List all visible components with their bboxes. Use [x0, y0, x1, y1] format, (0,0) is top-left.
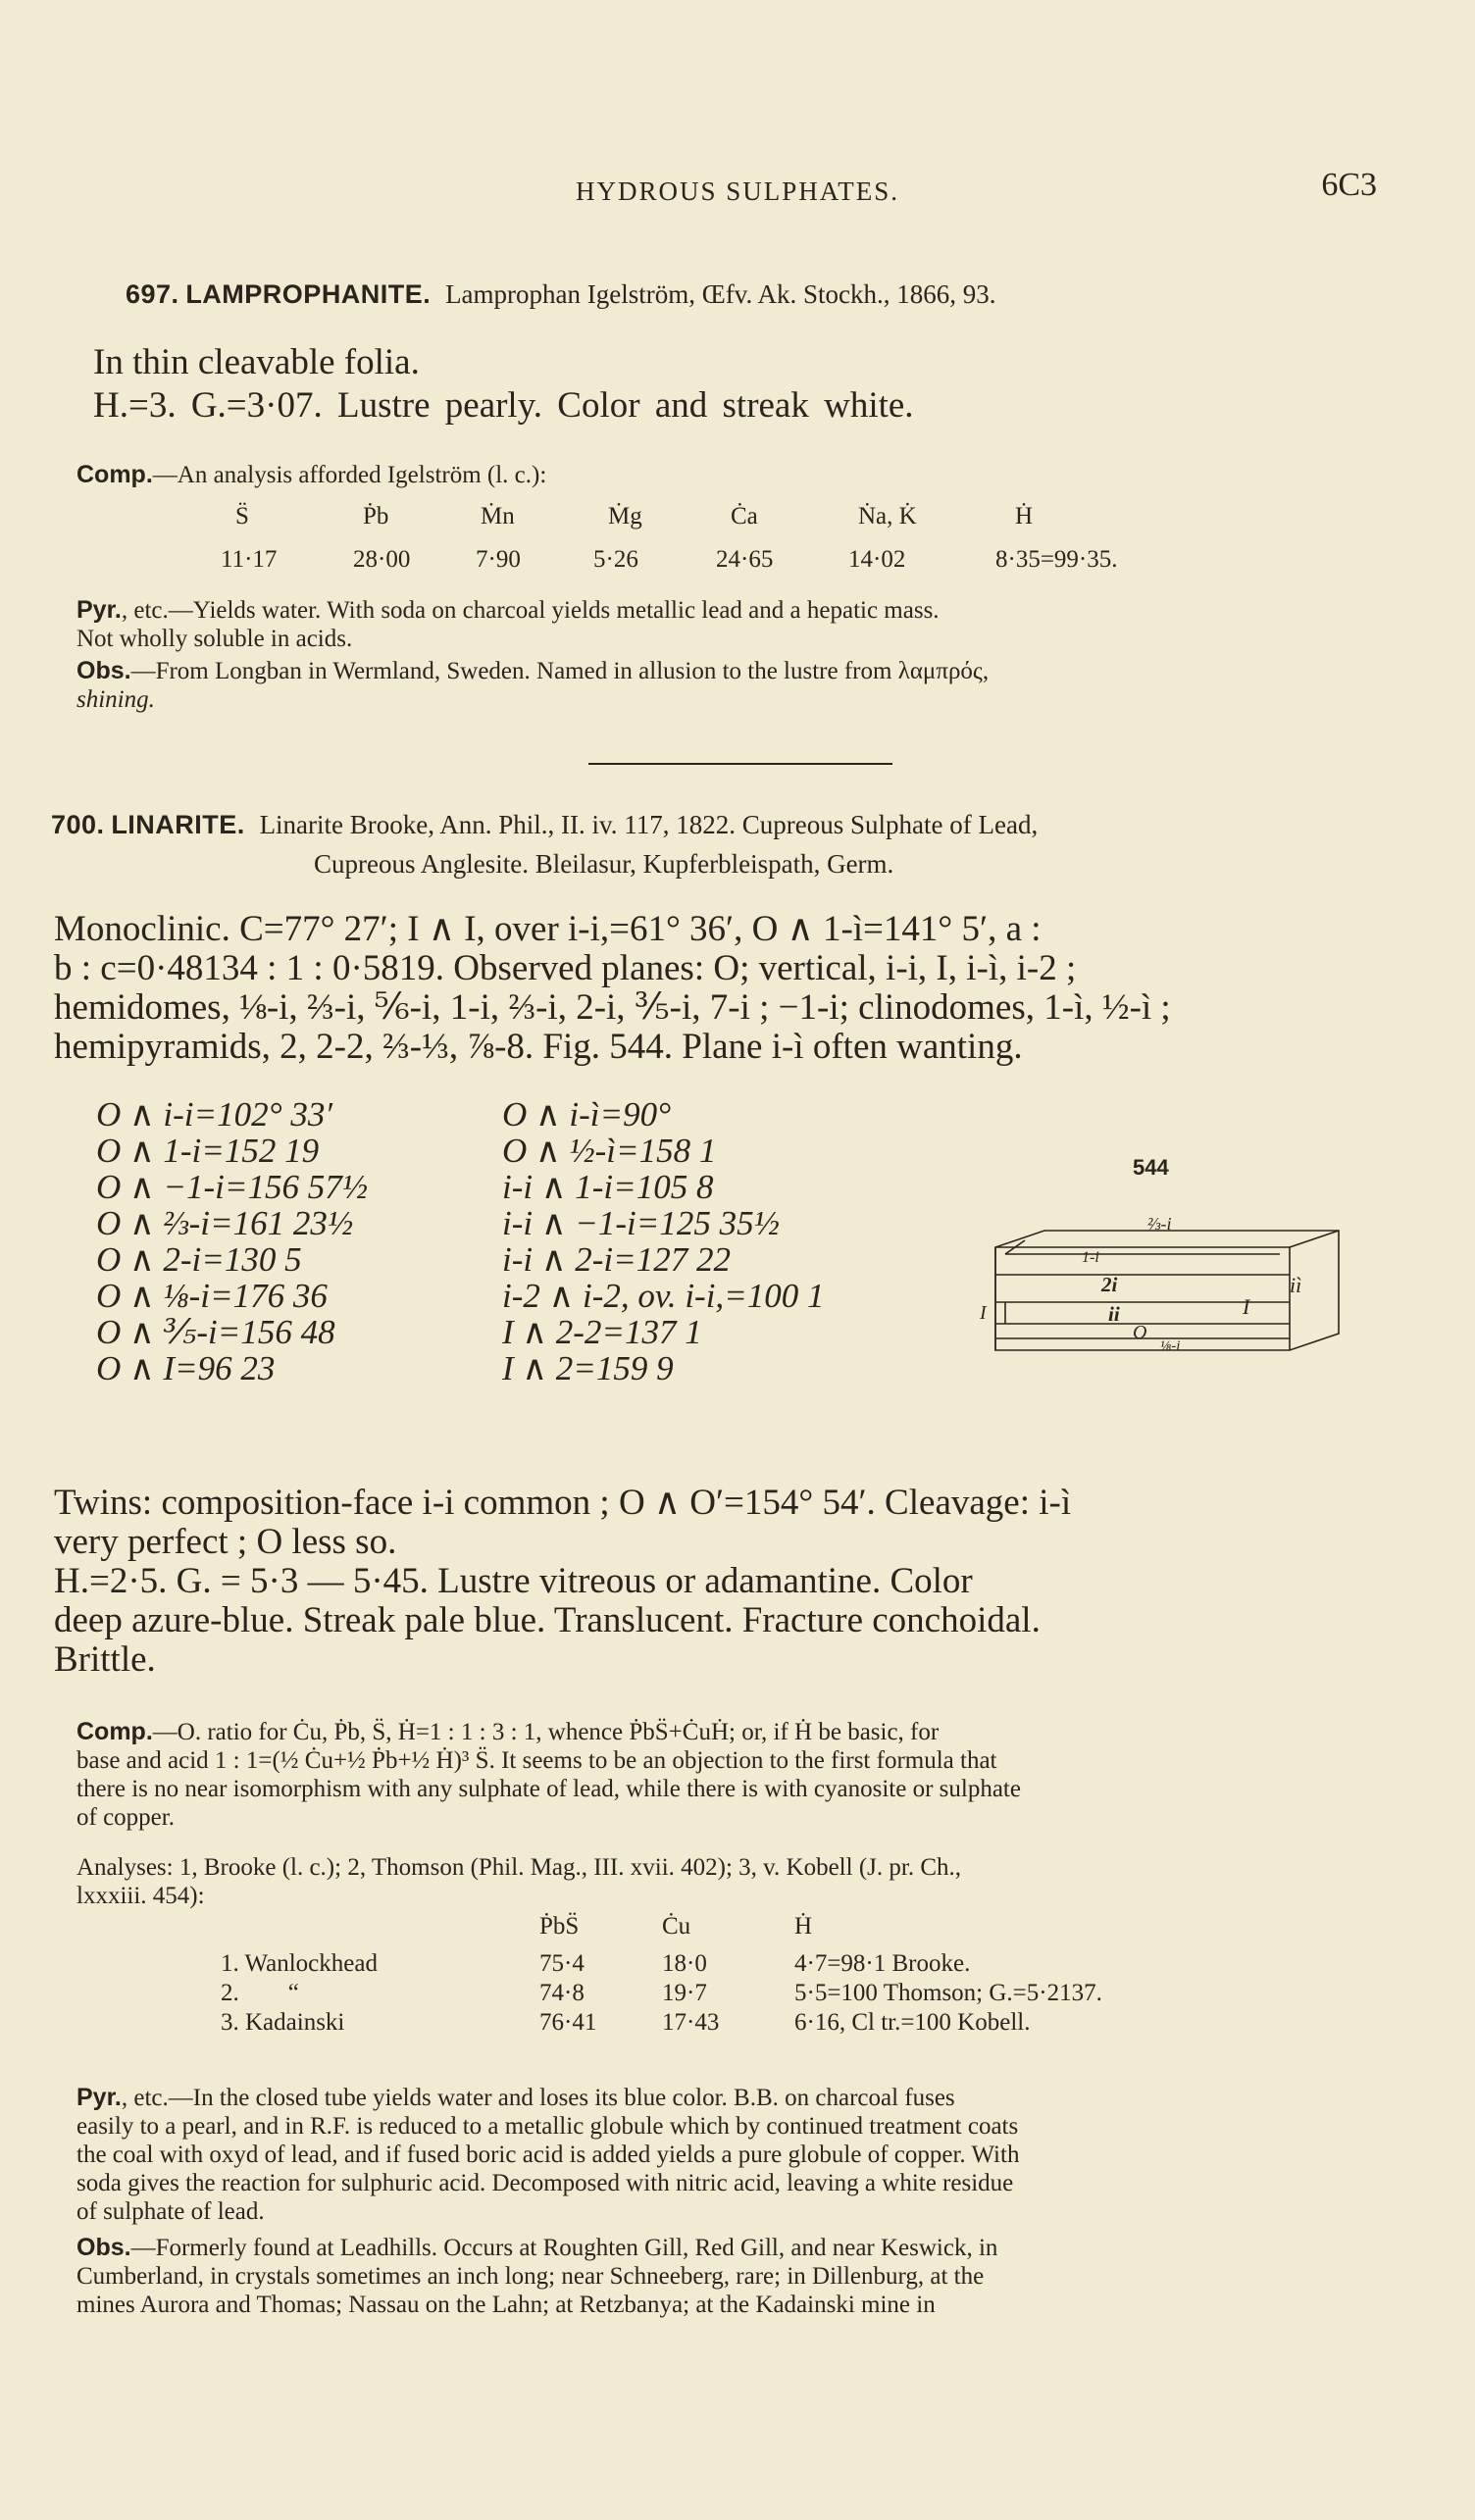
figure-label: ⅛-i [1160, 1338, 1181, 1354]
pyr-text: , etc.—In the closed tube yields water and loses its blue color. B.B. on charcoal fuses [121, 2085, 955, 2111]
section-divider [588, 763, 892, 765]
angle-value: O ∧ i-i=102° 33′ [96, 1095, 333, 1134]
figure-label: I [980, 1302, 987, 1324]
angle-value: i-i ∧ 1-i=105 8 [502, 1168, 714, 1206]
description-line: In thin cleavable folia. [93, 342, 420, 382]
table-row [221, 1949, 1102, 1979]
entry-heading-lamprophanite [126, 279, 996, 310]
table-cell: 3. Kadainski [221, 2009, 345, 2036]
properties-line: very perfect ; O less so. [54, 1522, 397, 1562]
analysis-value: 11·17 [221, 546, 278, 573]
table-row [221, 1979, 1102, 2008]
comp-text: base and acid 1 : 1=(½ Ċu+½ Ṗb+½ Ḣ)³ S̈. It seems to be an objection to the first formula that [76, 1747, 997, 1774]
analyses-intro [76, 1853, 961, 1910]
obs-text: Cumberland, in crystals sometimes an inch long; near Schneeberg, rare; in Dillenburg, at the [76, 2263, 985, 2290]
mineral-name: LAMPROPHANITE. [185, 279, 432, 309]
properties-line: Brittle. [54, 1639, 156, 1680]
figure-label: I [1243, 1294, 1250, 1319]
pyr-label: Pyr. [76, 596, 122, 624]
crystallography-line: hemidomes, ⅛-i, ⅔-i, ⅚-i, 1-i, ⅔-i, 2-i, ⅗-i, 7-i ; −1-i; clinodomes, 1-ì, ½-ì ; [54, 987, 1171, 1028]
obs-text: mines Aurora and Thomas; Nassau on the Lahn; at Retzbanya; at the Kadainski mine in [76, 2292, 936, 2318]
angle-value: O ∧ ⅗-i=156 48 [96, 1313, 335, 1351]
obs-text: —Formerly found at Leadhills. Occurs at Roughten Gill, Red Gill, and near Keswick, in [130, 2235, 998, 2261]
analysis-header: Ċa [731, 503, 758, 529]
entry-number: 700. [51, 810, 105, 839]
analysis-value: 28·00 [353, 546, 411, 573]
comp-text: there is no near isomorphism with any sulphate of lead, while there is with cyanosite or sulphate [76, 1776, 1021, 1802]
analysis-value: 14·02 [848, 546, 906, 573]
analysis-header: Ṗb [363, 503, 389, 529]
angle-value: O ∧ 1-i=152 19 [96, 1132, 320, 1170]
table-cell: 18·0 [662, 1950, 707, 1977]
figure-label: 1-i [1082, 1249, 1099, 1266]
pyr-text: of sulphate of lead. [76, 2198, 265, 2225]
table-cell: 4·7=98·1 Brooke. [794, 1950, 971, 1977]
crystal-drawing [986, 1137, 1378, 1392]
crystallography-line: b : c=0·48134 : 1 : 0·5819. Observed planes: O; vertical, i-i, I, i-ì, i-2 ; [54, 948, 1077, 988]
angle-value: I ∧ 2-2=137 1 [502, 1313, 702, 1351]
analysis-values [221, 545, 1118, 574]
crystallography-paragraph [54, 910, 1171, 1067]
angle-value: O ∧ ⅛-i=176 36 [96, 1277, 328, 1315]
analyses-text: Analyses: 1, Brooke (l. c.); 2, Thomson (Phil. Mag., III. xvii. 402); 3, v. Kobell (J. pr. Ch., [76, 1854, 962, 1881]
analysis-header: Ṁg [608, 503, 642, 529]
obs-paragraph [76, 657, 989, 714]
analyses-text: lxxxiii. 454): [76, 1883, 205, 1909]
pyr-paragraph [76, 2084, 1019, 2226]
angle-value: O ∧ I=96 23 [96, 1349, 276, 1387]
table-cell: 74·8 [539, 1980, 585, 2006]
comp-label: Comp. [76, 1718, 153, 1745]
analysis-header: Ṁn [481, 503, 515, 529]
pyr-label: Pyr. [76, 2084, 122, 2111]
entry-number: 697. [126, 279, 179, 309]
table-row [221, 2008, 1102, 2038]
pyr-text: easily to a pearl, and in R.F. is reduced to a metallic globule which by continued treatment coats [76, 2113, 1019, 2140]
analysis-value: 24·65 [716, 546, 774, 573]
analysis-header: Ḣ [1015, 503, 1034, 529]
pyr-text: soda gives the reaction for sulphuric acid. Decomposed with nitric acid, leaving a white residue [76, 2170, 1014, 2196]
properties-line: Twins: composition-face i-i common ; O ∧ O′=154° 54′. Cleavage: i-ì [54, 1483, 1072, 1523]
comp-text: —An analysis afforded Igelström (l. c.): [152, 462, 547, 488]
table-cell: 76·41 [539, 2009, 597, 2036]
comp-paragraph [76, 1718, 1021, 1832]
mineral-name: LINARITE. [111, 810, 245, 839]
figure-label: iì [1290, 1273, 1302, 1297]
entry-heading-linarite [51, 810, 1038, 840]
angle-value: O ∧ 2-i=130 5 [96, 1240, 302, 1279]
physical-properties-paragraph [54, 1484, 1071, 1680]
angle-value: I ∧ 2=159 9 [502, 1349, 674, 1387]
obs-text: —From Longban in Wermland, Sweden. Named in allusion to the lustre from λαμπρός, [130, 658, 990, 684]
figure-label: O [1133, 1322, 1147, 1343]
obs-label: Obs. [76, 2234, 131, 2261]
table-header-row [221, 1912, 1102, 1941]
table-cell: 6·16, Cl tr.=100 Kobell. [794, 2009, 1031, 2036]
angles-left-column [96, 1096, 368, 1386]
table-cell: 75·4 [539, 1950, 585, 1977]
obs-label: Obs. [76, 657, 131, 684]
table-cell: 2. “ [221, 1980, 299, 2006]
synonymy: Lamprophan Igelström, Œfv. Ak. Stockh., 1866, 93. [445, 279, 996, 309]
properties-line: H.=3. G.=3·07. Lustre pearly. Color and streak white. [93, 385, 914, 426]
angle-value: O ∧ ½-ì=158 1 [502, 1132, 717, 1170]
pyr-text: , etc.—Yields water. With soda on charcoal yields metallic lead and a hepatic mass. [121, 597, 940, 624]
figure-label: ii [1108, 1302, 1120, 1326]
table-header: Ḣ [794, 1913, 813, 1940]
table-header: Ċu [662, 1913, 691, 1940]
analysis-table [221, 1912, 1102, 2038]
properties-line: deep azure-blue. Streak pale blue. Translucent. Fracture conchoidal. [54, 1600, 1041, 1640]
analysis-headers [235, 502, 1033, 530]
angle-value: O ∧ ⅔-i=161 23½ [96, 1204, 354, 1242]
comp-label: Comp. [76, 461, 153, 488]
comp-paragraph [76, 461, 546, 489]
crystal-figure-544 [980, 1137, 1378, 1392]
angle-value: i-i ∧ 2-i=127 22 [502, 1240, 731, 1279]
figure-number: 544 [1133, 1155, 1169, 1180]
analysis-value: 5·26 [593, 546, 638, 573]
table-cell: 17·43 [662, 2009, 720, 2036]
pyr-paragraph [76, 596, 940, 653]
table-header: ṖbS̈ [539, 1913, 580, 1940]
synonymy: Linarite Brooke, Ann. Phil., II. iv. 117, 1822. Cupreous Sulphate of Lead, [259, 810, 1039, 839]
analysis-header: Ṅa, K̇ [858, 503, 917, 529]
comp-text: —O. ratio for Ċu, Ṗb, S̈, Ḣ=1 : 1 : 3 : 1, whence ṖbS̈+ĊuḢ; or, if Ḣ be basic, for [152, 1719, 940, 1745]
comp-text: of copper. [76, 1804, 175, 1831]
figure-label: 2i [1101, 1273, 1118, 1296]
table-cell: 1. Wanlockhead [221, 1950, 378, 1977]
angle-value: O ∧ i-ì=90° [502, 1095, 672, 1134]
pyr-text: Not wholly soluble in acids. [76, 626, 353, 652]
page-number: 6C3 [1321, 167, 1377, 203]
crystallography-line: hemipyramids, 2, 2-2, ⅔-⅓, ⅞-8. Fig. 544. Plane i-ì often wanting. [54, 1027, 1023, 1067]
analysis-value: 8·35=99·35. [995, 546, 1118, 573]
synonymy-continued: Cupreous Anglesite. Bleilasur, Kupferbleispath, Germ. [314, 849, 894, 879]
analysis-header: S̈ [235, 503, 249, 529]
angle-value: O ∧ −1-i=156 57½ [96, 1168, 369, 1206]
table-cell: 19·7 [662, 1980, 707, 2006]
crystallography-line: Monoclinic. C=77° 27′; I ∧ I, over i-i,=61° 36′, O ∧ 1-ì=141° 5′, a : [54, 909, 1042, 949]
obs-paragraph [76, 2234, 997, 2319]
analysis-value: 7·90 [476, 546, 521, 573]
running-title: HYDROUS SULPHATES. [575, 176, 900, 206]
table-cell: 5·5=100 Thomson; G.=5·2137. [794, 1980, 1102, 2006]
angle-value: i-2 ∧ i-2, ov. i-i,=100 1 [502, 1277, 825, 1315]
angle-value: i-i ∧ −1-i=125 35½ [502, 1204, 780, 1242]
pyr-text: the coal with oxyd of lead, and if fused boric acid is added yields a pure globule of copper. With [76, 2142, 1020, 2168]
figure-label: ⅔-i [1147, 1214, 1172, 1234]
properties-line: H.=2·5. G. = 5·3 — 5·45. Lustre vitreous or adamantine. Color [54, 1561, 973, 1601]
angles-right-column [502, 1096, 825, 1386]
obs-text: shining. [76, 686, 155, 713]
